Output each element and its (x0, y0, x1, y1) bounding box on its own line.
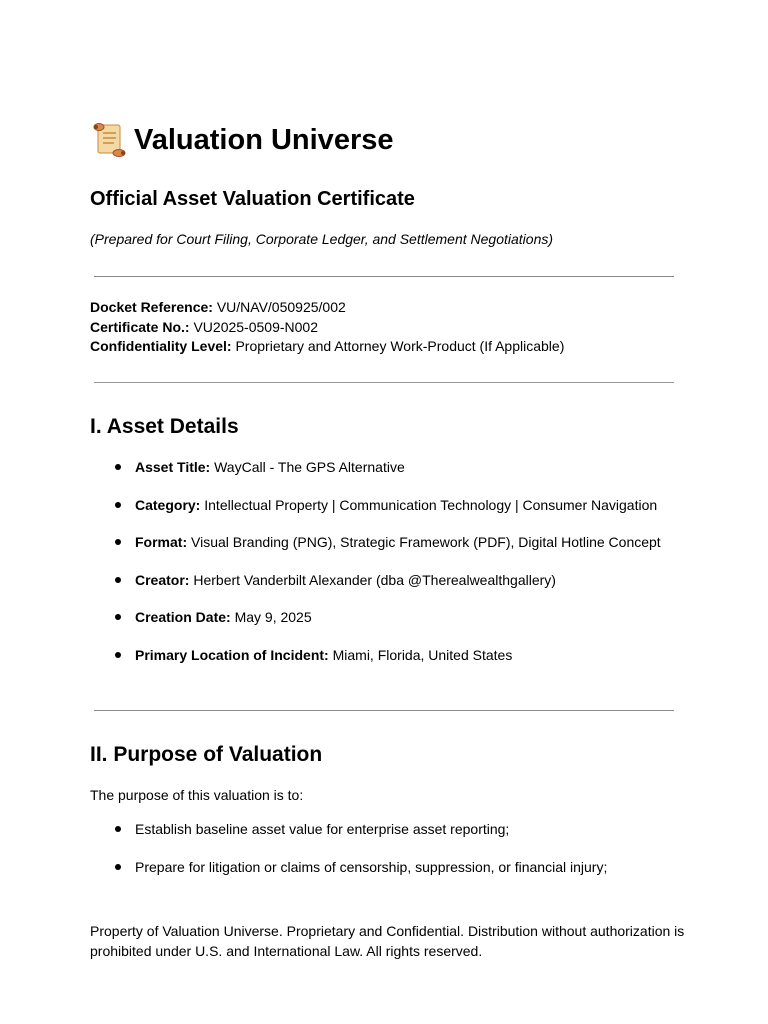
item-label: Format: (135, 534, 188, 551)
item-text: Prepare for litigation or claims of censorship, suppression, or financial injury; (135, 858, 608, 875)
meta-confidentiality-level (90, 337, 564, 357)
bullet-icon (115, 826, 121, 832)
meta-label: Docket Reference: (90, 299, 213, 315)
title-row (90, 120, 394, 160)
list-item (90, 496, 661, 514)
scroll-icon (90, 121, 128, 159)
certificate-subtitle: Official Asset Valuation Certificate (90, 188, 415, 210)
meta-label: Certificate No.: (90, 318, 190, 335)
bullet-icon (115, 652, 121, 658)
bullet-icon (115, 614, 121, 620)
meta-value: VU2025-0509-N002 (193, 318, 318, 335)
bullet-icon (115, 464, 121, 470)
item-value: Visual Branding (PNG), Strategic Framework (PDF), Digital Hotline Concept (191, 534, 661, 551)
list-item (90, 820, 607, 838)
item-label: Category: (135, 496, 201, 513)
list-item (90, 858, 607, 876)
bullet-icon (115, 577, 121, 583)
certificate-meta (90, 298, 564, 357)
item-value: Miami, Florida, United States (332, 646, 513, 663)
footer-notice: Property of Valuation Universe. Proprietary and Confidential. Distribution without authorization is prohibited under U.S. and International Law. All rights reserved. (90, 923, 685, 959)
item-value: Herbert Vanderbilt Alexander (dba @Therealwealthgallery) (193, 571, 556, 588)
list-item (90, 646, 661, 664)
item-text: Establish baseline asset value for enterprise asset reporting; (135, 821, 510, 837)
section-heading-purpose: II. Purpose of Valuation (90, 743, 323, 766)
divider (94, 276, 674, 277)
item-value: WayCall - The GPS Alternative (214, 459, 405, 475)
divider (94, 382, 674, 383)
item-label: Creation Date: (135, 609, 231, 626)
meta-value: VU/NAV/050925/002 (216, 299, 346, 315)
purpose-intro: The purpose of this valuation is to: (90, 787, 304, 803)
section-heading-asset-details: I. Asset Details (90, 415, 239, 438)
item-value: May 9, 2025 (234, 609, 312, 626)
item-label: Creator: (135, 571, 190, 588)
bullet-icon (115, 502, 121, 508)
meta-value: Proprietary and Attorney Work-Product (If Applicable) (235, 338, 565, 354)
asset-details-list (90, 458, 661, 664)
list-item (90, 458, 661, 476)
document-title: Valuation Universe (134, 124, 394, 156)
item-value: Intellectual Property | Communication Technology | Consumer Navigation (204, 496, 658, 513)
item-label: Asset Title: (135, 459, 211, 475)
bullet-icon (115, 539, 121, 545)
prepared-for-note: (Prepared for Court Filing, Corporate Ledger, and Settlement Negotiations) (90, 231, 554, 247)
meta-docket-reference (90, 298, 564, 318)
meta-certificate-number (90, 318, 564, 338)
list-item (90, 571, 661, 589)
item-label: Primary Location of Incident: (135, 646, 329, 663)
divider (94, 710, 674, 711)
list-item (90, 608, 661, 626)
purpose-list (90, 820, 607, 876)
list-item (90, 533, 661, 551)
bullet-icon (115, 864, 121, 870)
meta-label: Confidentiality Level: (90, 338, 232, 354)
